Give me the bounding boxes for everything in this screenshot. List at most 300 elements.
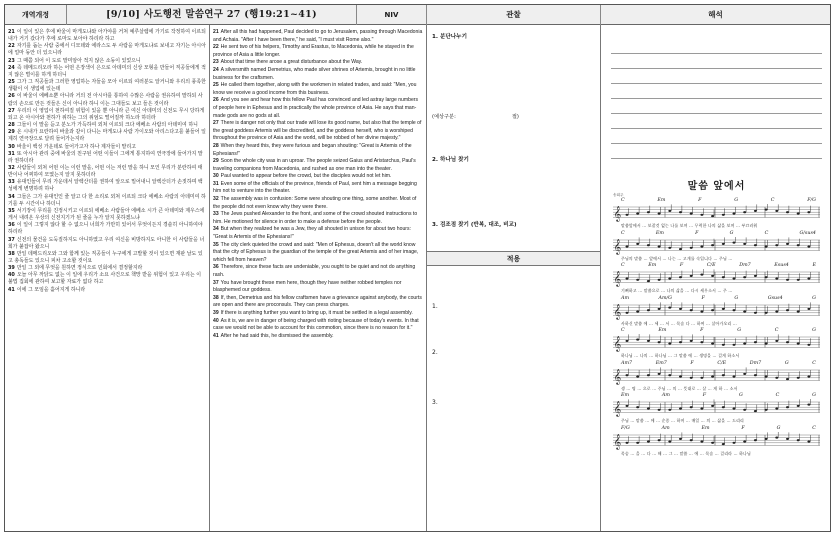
verse-text: If, then, Demetrius and his fellow craftsmen have a grievance against anybody, the courts are open and there are proconsuls. They can press charges. xyxy=(213,294,422,309)
music-note xyxy=(711,269,714,277)
music-note xyxy=(807,399,810,406)
verse-number: 38 xyxy=(8,250,15,257)
application-item-2: 2. xyxy=(432,349,438,356)
music-staff-line xyxy=(613,231,820,264)
chord-symbol: F xyxy=(700,328,704,333)
staff-notation xyxy=(613,237,820,255)
verse-text: Even some of the officials of the province, friends of Paul, sent him a message begging him not to venture into the theater. xyxy=(213,180,417,195)
song-sheet xyxy=(613,177,820,458)
verse-text: As it is, we are in danger of being charged with rioting because of today's events. In that case we would not be able to account for this commotion, since there is no reason for it." xyxy=(213,317,419,332)
verse-number: 37 xyxy=(213,279,219,286)
verse-number: 40 xyxy=(8,272,15,279)
music-note xyxy=(647,275,650,283)
english-verse-list xyxy=(213,29,423,340)
music-note xyxy=(679,242,682,250)
chord-symbol: G xyxy=(734,295,739,301)
verse-number: 26 xyxy=(8,93,15,100)
korean-verse xyxy=(8,29,206,43)
music-note xyxy=(775,272,778,280)
verse-number: 41 xyxy=(213,332,219,339)
verse-text: 만일 그 외에 무엇을 원하면 정식으로 민회에서 결정할지라 xyxy=(16,265,143,272)
music-note xyxy=(711,210,714,218)
music-note xyxy=(668,435,671,443)
verse-text: 즉 데메드리오라 하는 어떤 은장색이 은으로 아데미의 신상 모형을 만들어 직공들에게 적지 않은 벌이를 하게 하더니 xyxy=(8,64,206,78)
chord-symbol: Gsus4 xyxy=(767,295,783,301)
sheet-header xyxy=(5,5,830,25)
music-note xyxy=(668,272,671,280)
music-note xyxy=(722,237,725,245)
lyric-line: 기뻐하고 … 말씀으로 … 나의 삶을 … 다시 세우소서 … 주 … xyxy=(621,288,733,293)
treble-clef-icon: 𝄞 xyxy=(613,239,622,255)
korean-verse-list xyxy=(8,29,206,294)
music-note xyxy=(668,337,671,345)
music-note xyxy=(679,402,682,410)
chord-symbol: F/G xyxy=(621,425,630,431)
music-note xyxy=(775,204,778,212)
korean-verse xyxy=(8,129,206,143)
verse-number: 21 xyxy=(213,29,219,35)
chord-symbol: Em xyxy=(621,393,630,398)
music-note xyxy=(733,370,736,378)
chord-symbol: Esus4 xyxy=(774,263,789,268)
korean-verse xyxy=(8,194,206,208)
korean-verse xyxy=(8,58,206,65)
chord-symbol: Dm7 xyxy=(749,360,762,366)
verse-text: 이 일이 그렇지 않다 할 수 없으니 너희가 가만히 있어서 무엇이든지 경솔히 아니하여야 하리라 xyxy=(8,222,203,236)
chord-symbol: C/E xyxy=(717,360,727,366)
verse-number: 28 xyxy=(8,122,15,129)
english-verse xyxy=(213,120,423,143)
chord-symbol: F xyxy=(679,263,684,268)
chord-symbol: G xyxy=(737,328,742,333)
music-note xyxy=(754,204,757,212)
verse-number: 39 xyxy=(8,265,15,272)
music-note xyxy=(658,367,661,375)
music-note xyxy=(658,240,661,248)
verse-text: 이 바울이 에베소뿐 아니라 거의 전 아시아를 통하여 수많은 사람을 권유하여 말하되 사람의 손으로 만든 것들은 신이 아니라 하니 이는 그대들도 보고 들은 것이라 xyxy=(8,93,203,107)
chord-symbol: E xyxy=(812,263,816,268)
verse-number: 23 xyxy=(213,59,219,66)
verse-number: 32 xyxy=(8,164,15,171)
korean-verse xyxy=(8,179,206,193)
treble-clef-icon: 𝄞 xyxy=(613,402,622,417)
observation-column xyxy=(427,25,601,531)
verse-number: 30 xyxy=(8,143,15,150)
verse-text: 유대인들이 무리 가운데서 알렉산더를 권하여 앞으로 밀어내니 알렉산더가 손짓하며 백성에게 변명하려 하나 xyxy=(8,179,203,193)
song-composer: 송희주 xyxy=(613,193,624,197)
korean-verse xyxy=(8,237,206,251)
music-note xyxy=(722,437,725,445)
verse-text: Therefore, since these facts are undeniable, you ought to be quiet and not do anything rash. xyxy=(213,264,416,278)
chord-symbol: C/E xyxy=(706,263,716,268)
verse-number: 32 xyxy=(213,196,219,203)
chord-symbol: Em xyxy=(701,425,710,431)
english-verse xyxy=(213,82,423,97)
music-note xyxy=(733,272,736,280)
music-note xyxy=(700,269,703,276)
music-staff-line xyxy=(613,393,820,426)
verse-number: 30 xyxy=(213,173,219,180)
chord-symbol: F xyxy=(698,198,702,203)
korean-verse xyxy=(8,144,206,151)
music-note xyxy=(636,370,639,378)
writing-line[interactable] xyxy=(611,114,822,129)
verse-text: Soon the whole city was in an uproar. The people seized Gaius and Aristarchus, Paul's traveling companions from Macedonia, and rushed as one man into the theater. xyxy=(213,158,416,172)
english-verse xyxy=(213,173,423,181)
translation-label: NIV xyxy=(357,5,427,25)
music-note xyxy=(733,207,736,215)
english-text-column xyxy=(210,25,427,531)
chord-symbol: Am7 xyxy=(621,360,633,366)
verse-number: 34 xyxy=(213,226,219,233)
treble-clef-icon: 𝄞 xyxy=(613,369,622,385)
lyric-line: 목숨 … 을 … 다 … 해 … 그 … 말씀 … 에 … 목숨 … 걸리라 … 하나님 xyxy=(621,450,751,456)
verse-number: 21 xyxy=(8,29,15,35)
english-verse xyxy=(213,226,423,241)
korean-verse xyxy=(8,165,206,179)
english-verse xyxy=(213,29,423,44)
music-note xyxy=(807,370,810,378)
verse-text: 온 시내가 요란하여 바울과 같이 다니는 마게도냐 사람 가이오와 아리스다고를 붙들어 일제히 연극장으로 달려 들어가는지라 xyxy=(8,129,206,143)
staff-notation xyxy=(613,367,820,385)
verse-text: 그들은 그가 유대인인 줄 알고 다 한 소리로 외쳐 이르되 크다 에베소 사람의 아데미여 하기를 두 시간이나 하더니 xyxy=(8,193,206,207)
chord-symbol: F/G xyxy=(807,198,816,203)
english-verse xyxy=(213,67,423,82)
song-title: 말씀 앞에서 xyxy=(687,181,746,192)
music-note xyxy=(775,334,778,342)
music-note xyxy=(647,334,650,342)
chord-symbol: C xyxy=(812,360,816,366)
chord-symbol: Am xyxy=(661,393,670,398)
chord-symbol: F xyxy=(701,295,705,301)
english-verse xyxy=(213,242,423,265)
english-verse xyxy=(213,211,423,226)
lyric-line: 생 … 명 … 으로 … 주님 … 의 … 뜻대로 … 살 … 게 하 … 소서 xyxy=(621,385,738,391)
writing-line[interactable] xyxy=(611,54,822,69)
chord-symbol: G xyxy=(812,295,816,301)
chord-symbol: Dm7 xyxy=(739,263,751,268)
music-note xyxy=(733,237,736,244)
application-item-3: 3. xyxy=(432,399,438,406)
section-range-end: 절) xyxy=(511,114,519,120)
section-range-note xyxy=(432,113,519,120)
english-verse xyxy=(213,143,423,158)
korean-verse xyxy=(8,287,206,294)
verse-text: You have brought these men here, though they have neither robbed temples nor blasphemed our goddess. xyxy=(213,279,402,294)
music-note xyxy=(679,370,682,378)
verse-text: There is danger not only that our trade will lose its good name, but also that the temple of the great goddess Artemis will be discredited, and the goddess herself, who is worshiped throughout the province of Asia and the world, will be robbed of her divine majesty." xyxy=(213,120,422,142)
music-note xyxy=(786,237,789,245)
music-note xyxy=(658,207,661,215)
verse-number: 34 xyxy=(8,193,15,200)
lyric-line: 주님의 말씀 … 앞에서 … 나는 … 고개를 숙입니다 … 주님 … xyxy=(621,255,733,261)
korean-verse xyxy=(8,65,206,79)
music-staff-line xyxy=(613,328,820,361)
verse-number: 37 xyxy=(8,236,15,243)
music-note xyxy=(807,272,810,280)
writing-line[interactable] xyxy=(611,84,822,99)
english-verse xyxy=(213,97,423,120)
music-staff-line xyxy=(613,263,820,296)
chord-symbol: C xyxy=(621,230,625,236)
music-note xyxy=(679,432,682,440)
music-note xyxy=(786,372,789,380)
english-verse xyxy=(213,196,423,211)
observation-question-2: 2. 하나님 찾기 xyxy=(432,157,469,163)
treble-clef-icon: 𝄞 xyxy=(613,434,622,450)
english-verse xyxy=(213,280,423,295)
music-note xyxy=(636,305,639,313)
music-note xyxy=(743,305,746,313)
music-note xyxy=(775,432,778,439)
verse-text: He called them together, along with the workmen in related trades, and said: "Men, you know we receive a good income from this business. xyxy=(213,82,417,96)
chord-symbol: Em xyxy=(657,198,666,203)
music-note xyxy=(711,399,714,407)
verse-text: 그들이 이 말을 듣고 분노가 가득하여 외쳐 이르되 크다 에베소 사람의 아데미여 하니 xyxy=(16,122,198,129)
music-note xyxy=(626,272,629,280)
verse-text: The Jews pushed Alexander to the front, and some of the crowd shouted instructions to him. He motioned for silence in order to make a defense before the people. xyxy=(213,211,418,225)
section-range-label: (예상구분: xyxy=(432,114,456,120)
verse-text: 오늘 아무 까닭도 없는 이 일에 우리가 소요 사건으로 책망 받을 위험이 있고 우리는 이 불법 집회에 관하여 보고할 자료가 없다 하고 xyxy=(8,272,202,286)
verse-number: 25 xyxy=(213,82,219,89)
chord-symbol: Am xyxy=(661,425,670,431)
verse-text: If there is anything further you want to bring up, it must be settled in a legal assembly. xyxy=(220,309,413,316)
music-note xyxy=(690,334,693,342)
korean-verse xyxy=(8,151,206,165)
music-note xyxy=(700,305,703,313)
verse-text: About that time there arose a great disturbance about the Way. xyxy=(220,59,363,66)
korean-verse xyxy=(8,251,206,265)
chord-symbol: Em xyxy=(648,263,657,268)
music-note xyxy=(700,402,703,410)
verse-number: 22 xyxy=(213,44,219,51)
music-note xyxy=(807,302,810,310)
music-note xyxy=(775,402,778,410)
korean-verse xyxy=(8,208,206,222)
music-note xyxy=(754,405,757,413)
verse-number: 31 xyxy=(213,180,219,187)
treble-clef-icon: 𝄞 xyxy=(613,337,622,352)
korean-verse xyxy=(8,222,206,236)
verse-number: 23 xyxy=(8,57,15,64)
interpretation-column xyxy=(601,25,830,531)
music-note xyxy=(700,240,703,248)
music-staff-line xyxy=(613,296,820,329)
english-verse xyxy=(213,318,423,333)
chord-symbol: G xyxy=(734,198,739,203)
version-label: 개역개정 xyxy=(5,5,67,25)
verse-number: 28 xyxy=(213,142,219,149)
verse-text: 서기장이 무리를 진정시키고 이르되 에베소 사람들아 에베소 시가 큰 아데미와 제우스에게서 내려온 우상의 신전지기가 된 줄을 누가 알지 못하겠느냐 xyxy=(8,207,205,222)
english-verse xyxy=(213,59,423,67)
music-note xyxy=(743,435,746,443)
chord-symbol: F xyxy=(695,230,699,236)
verse-text: A silversmith named Demetrius, who made silver shrines of Artemis, brought in no little business for the craftsmen. xyxy=(213,66,416,81)
verse-number: 25 xyxy=(8,79,15,86)
treble-clef-icon: 𝄞 xyxy=(613,272,622,287)
music-note xyxy=(797,207,800,215)
verse-text: 이에 그 모임을 흩어지게 하니라 xyxy=(16,286,86,293)
verse-text: 자기를 돕는 사람 중에서 디모데와 에라스도 두 사람을 마게도냐로 보내고 자기는 아시아에 얼마 동안 더 있으니라 xyxy=(8,43,206,57)
observation-question-1: 1. 분단나누기 xyxy=(432,34,467,40)
korean-verse xyxy=(8,79,206,93)
verse-text: 만일 데메드리오와 그와 함께 있는 직공들이 누구에게 고발할 것이 있으면 재판 날도 있고 총독들도 있으니 피차 고소할 것이요 xyxy=(8,250,203,264)
chord-symbol: C xyxy=(774,328,779,333)
music-staff-line xyxy=(613,426,820,459)
sheet-title: [9/10] 사도행전 말씀연구 27 (행19:21~41) xyxy=(67,5,357,25)
writing-line[interactable] xyxy=(611,129,822,144)
lyric-line: 말씀앞에서 … 보잘것 없는 나를 보며 … 무력한 나의 삶을 보며 … 부끄러워 xyxy=(621,223,758,228)
verse-text: Paul wanted to appear before the crowd, but the disciples would not let him. xyxy=(220,173,392,180)
chord-symbol: G xyxy=(738,393,743,398)
interpretation-header: 해석 xyxy=(708,10,723,19)
music-note xyxy=(733,402,736,410)
application-title: 적용 xyxy=(427,252,600,266)
verse-text: After all this had happened, Paul decided to go to Jerusalem, passing through Macedonia and Achaia. "After I have been there," he said, "I must visit Rome also." xyxy=(213,29,423,43)
chord-symbol: G xyxy=(784,360,789,366)
music-note xyxy=(797,399,800,407)
chord-symbol: G xyxy=(812,328,816,333)
verse-number: 22 xyxy=(8,43,15,50)
music-note xyxy=(786,432,789,440)
korean-verse xyxy=(8,272,206,286)
chord-symbol: Em xyxy=(655,230,664,236)
korean-verse xyxy=(8,43,206,57)
english-verse xyxy=(213,181,423,196)
chord-symbol: C xyxy=(621,198,625,203)
music-note xyxy=(636,207,639,215)
chord-symbol: G/sus4 xyxy=(799,230,816,236)
music-note xyxy=(690,269,693,277)
english-verse xyxy=(213,310,423,318)
writing-line[interactable] xyxy=(611,99,822,114)
music-note xyxy=(636,237,639,245)
music-note xyxy=(626,240,629,248)
verse-number: 26 xyxy=(213,97,219,104)
verse-number: 39 xyxy=(213,309,219,316)
music-note xyxy=(743,337,746,345)
music-note xyxy=(807,240,810,248)
music-note xyxy=(626,334,629,342)
verse-number: 36 xyxy=(8,222,15,229)
observation-question-3: 3. 검조점 찾기 (반복, 대조, 비교) xyxy=(432,222,517,228)
music-note xyxy=(690,207,693,215)
chord-symbol: C xyxy=(812,425,816,431)
verse-number: 33 xyxy=(213,211,219,218)
observation-section xyxy=(427,25,600,252)
music-note xyxy=(647,435,650,443)
verse-number: 27 xyxy=(213,120,219,127)
lyric-line: 주님 … 말씀 … 에 … 순종 … 하며 … 매일 … 의 … 삶을 … 드리리 xyxy=(621,418,745,423)
english-verse xyxy=(213,158,423,173)
music-note xyxy=(668,302,671,309)
music-note xyxy=(797,305,800,313)
lyric-line: 하나님 … 나의 … 하나님 … 그 말씀 에 … 생명을 … 걸게 하소서 xyxy=(621,353,740,358)
korean-verse xyxy=(8,108,206,122)
verse-number: 31 xyxy=(8,150,15,157)
lyric-line: 사하신 말씀 에 … 세 … 서 … 목숨 다 … 하여 … 살아가오리 … xyxy=(621,320,737,326)
verse-text: 또 아시아 관리 중에 바울의 친구된 어떤 이들이 그에게 통지하여 연극장에 들어가지 말라 권하더라 xyxy=(8,150,203,164)
music-note xyxy=(754,269,757,277)
chord-symbol: Em7 xyxy=(655,360,667,366)
verse-text: 이 일이 있은 후에 바울이 마게도냐와 아가야를 거쳐 예루살렘에 가기로 작정하여 이르되 내가 거기 갔다가 후에 로마도 보아야 하리라 하고 xyxy=(8,29,206,43)
chord-symbol: Em xyxy=(658,328,667,333)
verse-number: 29 xyxy=(8,129,15,136)
english-verse xyxy=(213,333,423,341)
treble-clef-icon: 𝄞 xyxy=(613,207,622,222)
verse-number: 27 xyxy=(8,107,15,114)
staff-notation xyxy=(613,302,820,320)
chord-symbol: C xyxy=(621,263,625,268)
verse-text: 우리의 이 영업이 천하여질 위험이 있을 뿐 아니라 큰 여신 아데미의 신전도 무시 당하게 되고 온 아시아와 천하가 위하는 그의 위엄도 떨어질까 하노라 하더라 xyxy=(8,107,205,121)
music-staff-line xyxy=(613,361,820,394)
korean-verse xyxy=(8,93,206,107)
chord-symbol: C xyxy=(764,230,769,236)
music-note xyxy=(700,435,703,443)
music-note xyxy=(743,367,746,375)
chord-symbol: G xyxy=(729,230,734,236)
music-note xyxy=(711,337,714,345)
music-note xyxy=(658,302,661,310)
verse-text: 사람들이 외쳐 어떤 이는 이런 말을, 어떤 이는 저런 말을 하니 모인 무리가 분란하여 태반이나 어찌하여 모였는지 알지 못하더라 xyxy=(8,164,203,179)
verse-text: 바울이 백성 가운데로 들어가고자 하나 제자들이 말리고 xyxy=(16,143,136,150)
music-note xyxy=(711,370,714,378)
verse-text: 신전의 물건을 도둑질하지도 아니하였고 우리 여신을 비방하지도 아니한 이 사람들을 너희가 붙잡아 왔으니 xyxy=(8,236,205,250)
chord-symbol: F xyxy=(690,360,694,366)
verse-text: 그가 그 직공들과 그러한 영업하는 자들을 모아 이르되 여러분도 알거니와 우리의 풍족한 생활이 이 생업에 있는데 xyxy=(8,79,206,93)
english-verse xyxy=(213,264,423,279)
korean-text-column xyxy=(5,25,210,531)
chord-symbol: C xyxy=(770,198,775,203)
observation-header: 관찰 xyxy=(427,5,601,25)
writing-line[interactable] xyxy=(611,69,822,84)
music-note xyxy=(668,204,671,212)
chord-symbol: F xyxy=(702,393,707,398)
music-note xyxy=(636,334,639,341)
english-verse xyxy=(213,295,423,310)
verse-text: The city clerk quieted the crowd and said: "Men of Ephesus, doesn't all the world know that the city of Ephesus is the guardian of the temple of the great Artemis and of her image, which fell from heaven? xyxy=(213,241,419,263)
writing-lines xyxy=(611,39,822,159)
music-note xyxy=(775,305,778,313)
verse-number: 33 xyxy=(8,179,15,186)
chord-symbol: F xyxy=(741,425,745,431)
writing-line[interactable] xyxy=(611,39,822,54)
music-note xyxy=(679,302,682,310)
verse-text: 그 때쯤 되어 이 도로 말미암아 적지 않은 소동이 있었으니 xyxy=(16,57,141,64)
chord-symbol: G xyxy=(776,425,781,431)
music-note xyxy=(797,337,800,345)
verse-text: And you see and hear how this fellow Paul has convinced and led astray large numbers of people here in Ephesus and in practically the whole province of Asia. He says that man-made gods are no gods at all. xyxy=(213,97,419,119)
chord-symbol: C xyxy=(775,393,780,398)
verse-number: 38 xyxy=(213,294,219,301)
staff-notation xyxy=(613,269,820,287)
music-note xyxy=(722,302,725,310)
writing-line[interactable] xyxy=(611,144,822,159)
verse-number: 40 xyxy=(213,317,219,324)
verse-number: 41 xyxy=(8,286,15,293)
music-staff-line xyxy=(613,198,820,231)
verse-text: The assembly was in confusion: Some were shouting one thing, some another. Most of the people did not even know why they were there. xyxy=(213,196,417,210)
verse-number: 24 xyxy=(8,64,15,71)
verse-number: 29 xyxy=(213,158,219,165)
chord-symbol: Am xyxy=(621,295,630,301)
verse-text: When they heard this, they were furious and began shouting: "Great is Artemis of the Ephesians!" xyxy=(213,142,412,157)
verse-number: 35 xyxy=(213,241,219,248)
staff-notation xyxy=(613,399,820,417)
verse-text: But when they realized he was a Jew, they all shouted in unison for about two hours: "Great is Artemis of the Ephesians!" xyxy=(213,226,411,241)
verse-number: 36 xyxy=(213,264,219,271)
chord-symbol: G xyxy=(812,393,816,398)
